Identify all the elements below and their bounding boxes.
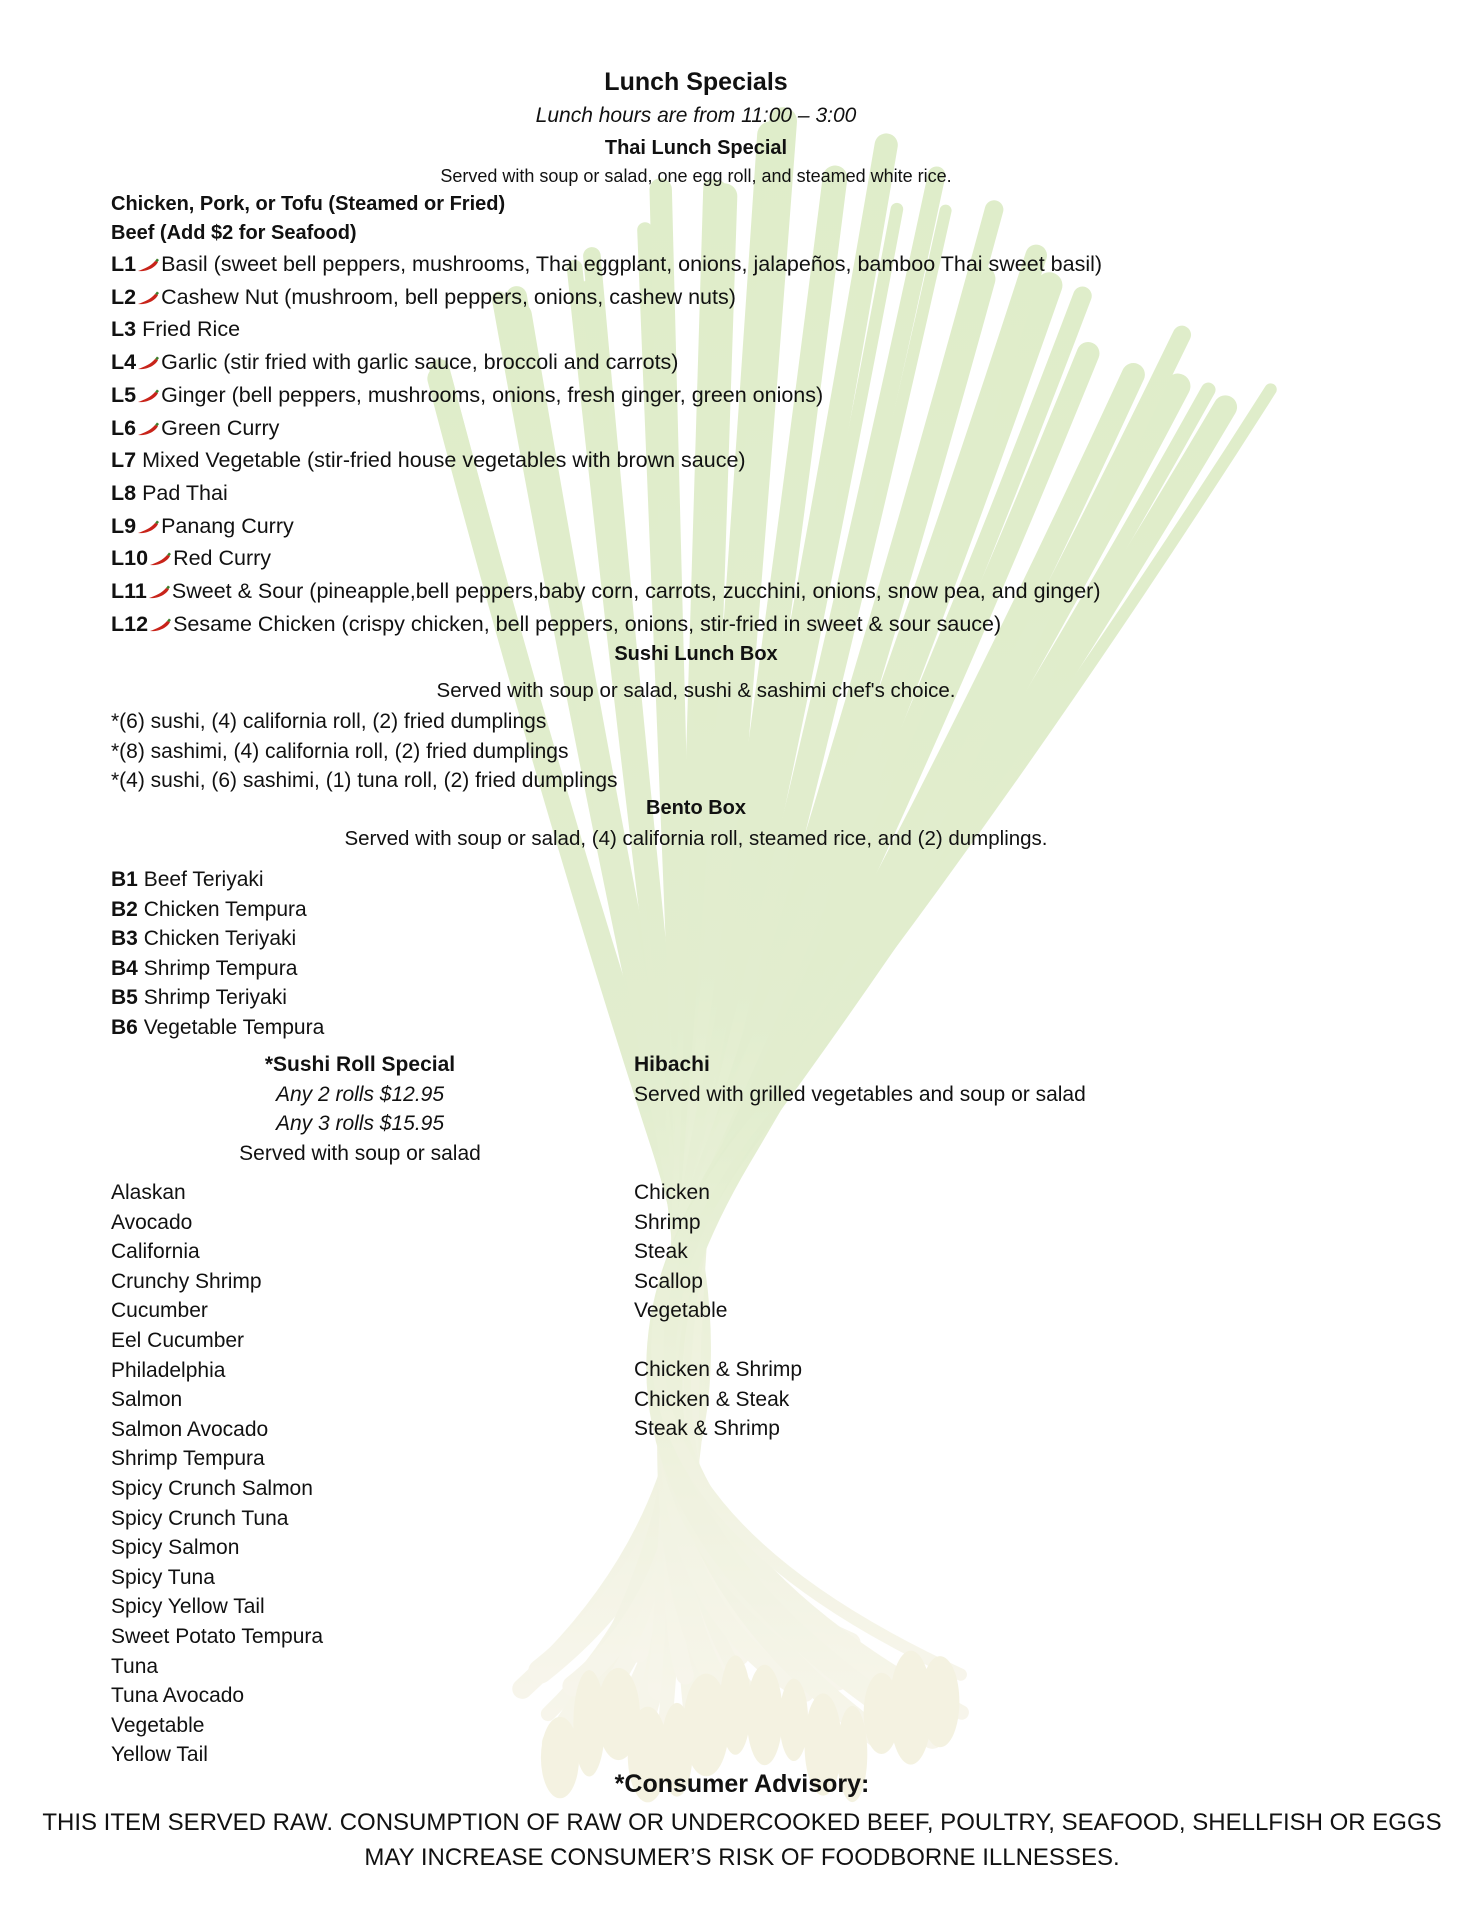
hibachi-combo-item: Chicken & Shrimp bbox=[634, 1358, 803, 1381]
item-code: L2 bbox=[111, 284, 137, 309]
lemongrass-bulb bbox=[747, 1665, 783, 1765]
sushi-box-heading: Sushi Lunch Box bbox=[614, 643, 778, 665]
hibachi-list bbox=[634, 1178, 727, 1326]
item-code: L7 bbox=[111, 448, 137, 473]
item-code: L9 bbox=[111, 513, 137, 538]
item-description: Ginger (bell peppers, mushrooms, onions, fresh ginger, green onions) bbox=[161, 382, 824, 407]
roll-item: Spicy Tuna bbox=[111, 1565, 215, 1589]
chili-pepper-icon bbox=[136, 422, 160, 436]
chili-pepper-icon bbox=[148, 618, 172, 632]
bento-list bbox=[111, 865, 324, 1043]
advisory-line-2: MAY INCREASE CONSUMER’S RISK OF FOODBORNE ILLNESSES. bbox=[364, 1844, 1120, 1871]
hibachi-item: Chicken bbox=[634, 1181, 710, 1204]
roll-item: Philadelphia bbox=[111, 1358, 226, 1382]
chili-pepper-icon bbox=[147, 585, 171, 599]
chili-pepper-icon bbox=[136, 356, 160, 370]
bento-item-row bbox=[111, 895, 324, 925]
item-description: Panang Curry bbox=[161, 513, 294, 538]
hibachi-combos-list bbox=[634, 1355, 802, 1444]
roll-item: California bbox=[111, 1240, 200, 1264]
item-description: Basil (sweet bell peppers, mushrooms, Thai eggplant, onions, jalapeños, bamboo Thai sweet basil) bbox=[161, 252, 1103, 276]
item-code: B3 bbox=[111, 927, 138, 951]
beef-option: Beef (Add $2 for Seafood) bbox=[111, 222, 357, 244]
roll-special-block bbox=[120, 1050, 600, 1168]
roll-item: Salmon Avocado bbox=[111, 1417, 269, 1441]
menu-item-row bbox=[111, 444, 1102, 477]
menu-item-row bbox=[111, 575, 1102, 608]
roll-item: Spicy Yellow Tail bbox=[111, 1595, 265, 1619]
menu-item-row bbox=[111, 477, 1102, 510]
item-description: Cashew Nut (mushroom, bell peppers, onions, cashew nuts) bbox=[161, 284, 736, 309]
menu-item-row bbox=[111, 510, 1102, 543]
sushi-box-served-note: Served with soup or salad, sushi & sashimi chef's choice. bbox=[436, 679, 956, 702]
item-code: B2 bbox=[111, 897, 138, 921]
item-name: Beef Teriyaki bbox=[143, 868, 264, 891]
hibachi-item: Scallop bbox=[634, 1269, 703, 1293]
protein-options: Chicken, Pork, or Tofu (Steamed or Fried) bbox=[111, 193, 506, 215]
menu-item-row bbox=[111, 281, 1102, 314]
sushi-box-list bbox=[111, 707, 618, 796]
roll-item: Alaskan bbox=[111, 1181, 186, 1204]
menu-item-row bbox=[111, 313, 1102, 346]
item-code: L6 bbox=[111, 415, 137, 440]
item-description: Red Curry bbox=[173, 546, 272, 571]
roll-item: Sweet Potato Tempura bbox=[111, 1624, 324, 1648]
hibachi-combo-item: Steak & Shrimp bbox=[634, 1417, 780, 1441]
menu-item-row bbox=[111, 542, 1102, 575]
item-name: Shrimp Teriyaki bbox=[143, 986, 287, 1010]
advisory-heading: *Consumer Advisory: bbox=[614, 1770, 870, 1798]
lemongrass-bulb bbox=[720, 1655, 751, 1754]
bento-item-row bbox=[111, 924, 324, 954]
roll-item: Eel Cucumber bbox=[111, 1328, 245, 1352]
sushi-box-option: *(8) sashimi, (4) california roll, (2) fried dumplings bbox=[111, 739, 569, 763]
roll-served-note: Served with soup or salad bbox=[239, 1141, 481, 1165]
bento-heading: Bento Box bbox=[646, 797, 746, 819]
roll-item: Shrimp Tempura bbox=[111, 1447, 265, 1471]
thai-items-list bbox=[111, 248, 1102, 640]
chili-pepper-icon bbox=[148, 552, 172, 566]
roll-item: Spicy Crunch Salmon bbox=[111, 1476, 313, 1500]
bento-item-row bbox=[111, 954, 324, 984]
item-code: L3 bbox=[111, 317, 137, 342]
item-code: L8 bbox=[111, 480, 137, 505]
item-description: Mixed Vegetable (stir-fried house vegetables with brown sauce) bbox=[142, 448, 746, 473]
item-name: Vegetable Tempura bbox=[143, 1015, 325, 1039]
menu-item-row bbox=[111, 379, 1102, 412]
hibachi-item: Steak bbox=[634, 1240, 688, 1264]
chili-pepper-icon bbox=[136, 520, 160, 534]
item-code: L4 bbox=[111, 350, 137, 375]
advisory-line-1: THIS ITEM SERVED RAW. CONSUMPTION OF RAW OR UNDERCOOKED BEEF, POULTRY, SEAFOOD, SHELLFISH OR EGGS bbox=[42, 1809, 1442, 1836]
lemongrass-bulb bbox=[780, 1679, 809, 1761]
menu-item-row bbox=[111, 248, 1102, 281]
item-description: Garlic (stir fried with garlic sauce, broccoli and carrots) bbox=[161, 350, 679, 375]
roll-item: Crunchy Shrimp bbox=[111, 1269, 262, 1293]
sushi-box-option: *(4) sushi, (6) sashimi, (1) tuna roll, (2) fried dumplings bbox=[111, 769, 618, 793]
item-description: Fried Rice bbox=[142, 317, 241, 342]
roll-price-three: Any 3 rolls $15.95 bbox=[275, 1112, 445, 1135]
item-name: Chicken Teriyaki bbox=[143, 927, 297, 951]
item-description: Sweet & Sour (pineapple,bell peppers,baby corn, carrots, zucchini, onions, snow pea, and ginger) bbox=[171, 579, 1101, 604]
item-description: Pad Thai bbox=[142, 480, 228, 505]
item-code: L12 bbox=[111, 611, 149, 636]
bento-item-row bbox=[111, 1013, 324, 1043]
bento-served-note: Served with soup or salad, (4) california roll, steamed rice, and (2) dumplings. bbox=[344, 827, 1048, 850]
roll-item: Spicy Crunch Tuna bbox=[111, 1506, 289, 1530]
item-code: B5 bbox=[111, 986, 138, 1010]
lemongrass-bulb bbox=[921, 1656, 960, 1747]
menu-item-row bbox=[111, 346, 1102, 379]
lunch-hours: Lunch hours are from 11:00 – 3:00 bbox=[535, 104, 857, 127]
roll-item: Tuna bbox=[111, 1654, 159, 1678]
item-code: L11 bbox=[111, 579, 147, 604]
hibachi-heading: Hibachi bbox=[634, 1053, 710, 1076]
roll-item: Vegetable bbox=[111, 1713, 205, 1737]
roll-price-two: Any 2 rolls $12.95 bbox=[275, 1082, 445, 1106]
item-name: Chicken Tempura bbox=[143, 897, 307, 921]
chili-pepper-icon bbox=[136, 389, 160, 403]
bento-item-row bbox=[111, 983, 324, 1013]
thai-section-heading: Thai Lunch Special bbox=[604, 137, 788, 159]
chili-pepper-icon bbox=[136, 291, 160, 305]
menu-item-row bbox=[111, 608, 1102, 641]
item-code: B6 bbox=[111, 1015, 138, 1039]
item-name: Shrimp Tempura bbox=[143, 956, 298, 980]
roll-item: Yellow Tail bbox=[111, 1743, 208, 1767]
roll-item: Avocado bbox=[111, 1210, 193, 1234]
item-code: L1 bbox=[111, 252, 137, 276]
item-code: L5 bbox=[111, 382, 137, 407]
hibachi-block bbox=[634, 1050, 1086, 1109]
roll-item: Salmon bbox=[111, 1388, 183, 1412]
hibachi-served-note: Served with grilled vegetables and soup or salad bbox=[634, 1082, 1086, 1106]
roll-special-heading: *Sushi Roll Special bbox=[264, 1053, 456, 1076]
item-code: L10 bbox=[111, 546, 149, 571]
item-description: Green Curry bbox=[161, 415, 280, 440]
page-title: Lunch Specials bbox=[604, 68, 788, 96]
roll-item: Cucumber bbox=[111, 1299, 208, 1323]
roll-item: Tuna Avocado bbox=[111, 1684, 245, 1708]
bento-item-row bbox=[111, 865, 324, 895]
rolls-list bbox=[111, 1178, 323, 1770]
menu-item-row bbox=[111, 412, 1102, 445]
item-code: B1 bbox=[111, 868, 138, 891]
sushi-box-option: *(6) sushi, (4) california roll, (2) fried dumplings bbox=[111, 710, 547, 733]
thai-served-note: Served with soup or salad, one egg roll, and steamed white rice. bbox=[440, 166, 952, 186]
hibachi-combo-item: Chicken & Steak bbox=[634, 1387, 790, 1411]
hibachi-item: Shrimp bbox=[634, 1210, 701, 1234]
roll-item: Spicy Salmon bbox=[111, 1536, 240, 1560]
item-code: B4 bbox=[111, 956, 138, 980]
chili-pepper-icon bbox=[136, 258, 160, 272]
hibachi-item: Vegetable bbox=[634, 1299, 728, 1323]
item-description: Sesame Chicken (crispy chicken, bell peppers, onions, stir-fried in sweet & sour sauce) bbox=[173, 611, 1002, 636]
